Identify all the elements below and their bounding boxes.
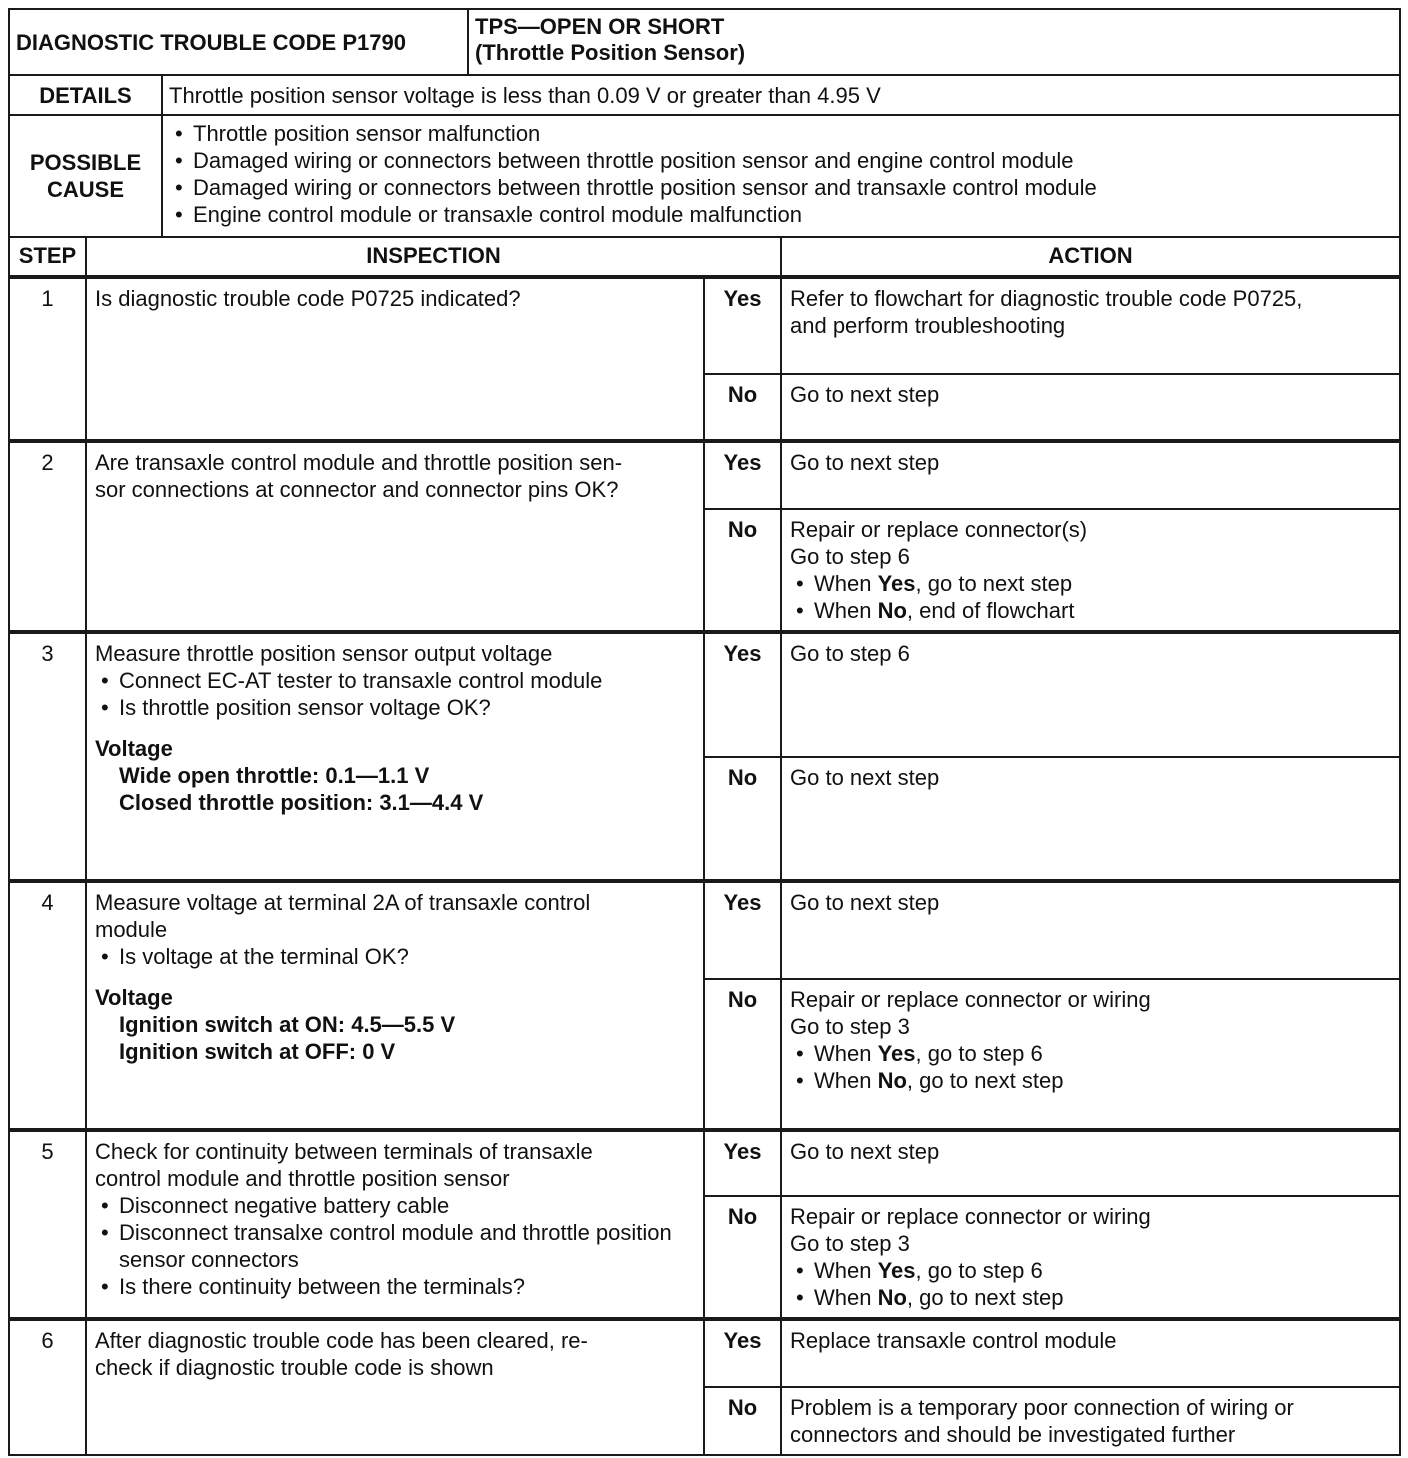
action-text: Go to next step: [790, 450, 940, 475]
yes-action-cell: [781, 881, 1400, 979]
step-number: 4: [9, 881, 86, 1130]
yes-action-cell: [781, 441, 1400, 509]
inspection-bullet: • Is there continuity between the terminals?: [95, 1273, 695, 1300]
action-bullet: • When No, go to next step: [790, 1284, 1391, 1311]
inspection-text: Are transaxle control module and throttle position sen-: [95, 450, 623, 475]
action-text: Go to step 3: [790, 1014, 910, 1039]
inspection-cell: [86, 441, 704, 632]
no-action-cell: [781, 374, 1400, 441]
inspection-cell: [86, 277, 704, 441]
inspection-cell: [86, 881, 704, 1130]
step-number: 2: [9, 441, 86, 632]
cause-item: • Damaged wiring or connectors between throttle position sensor and transaxle control module: [169, 174, 1393, 201]
no-action-cell: [781, 1387, 1400, 1455]
possible-cause-list: [169, 120, 1393, 228]
step-number: 1: [9, 277, 86, 441]
yes-label: Yes: [704, 1130, 781, 1196]
cause-item: • Engine control module or transaxle control module malfunction: [169, 201, 1393, 228]
action-bullets: [790, 1040, 1391, 1094]
dtc-code-label: DIAGNOSTIC TROUBLE CODE P1790: [16, 29, 406, 55]
yes-action-cell: [781, 1319, 1400, 1387]
inspection-column-header: INSPECTION: [86, 237, 781, 277]
inspection-text: Measure voltage at terminal 2A of transaxle control: [95, 890, 591, 915]
yes-label: Yes: [704, 881, 781, 979]
inspection-bullets: [95, 943, 695, 970]
inspection-text: Measure throttle position sensor output voltage: [95, 641, 553, 666]
action-text: Go to next step: [790, 1139, 940, 1164]
no-action-cell: [781, 509, 1400, 632]
inspection-cell: [86, 1319, 704, 1455]
action-text: Go to step 6: [790, 641, 910, 666]
no-label: No: [704, 1196, 781, 1319]
inspection-bullets: [95, 667, 695, 721]
dtc-title-line2: (Throttle Position Sensor): [475, 40, 746, 65]
dtc-code-cell: [9, 9, 468, 75]
details-text-cell: [162, 75, 1400, 115]
no-action-cell: [781, 979, 1400, 1130]
inspection-bullets: [95, 1192, 695, 1300]
action-text: Go to next step: [790, 890, 940, 915]
action-text: Go to next step: [790, 765, 940, 790]
step-row: [9, 632, 1400, 757]
inspection-text: sor connections at connector and connector pins OK?: [95, 477, 619, 502]
spec-line: Wide open throttle: 0.1—1.1 V: [119, 763, 430, 788]
no-action-cell: [781, 1196, 1400, 1319]
details-text: Throttle position sensor voltage is less than 0.09 V or greater than 4.95 V: [169, 82, 881, 108]
action-bullet: • When No, end of flowchart: [790, 597, 1391, 624]
steps-table: [8, 236, 1401, 1456]
spec-line: Ignition switch at OFF: 0 V: [119, 1039, 396, 1064]
action-text: Repair or replace connector(s): [790, 517, 1088, 542]
action-text: connectors and should be investigated further: [790, 1422, 1236, 1447]
inspection-cell: [86, 1130, 704, 1319]
step-row: [9, 1319, 1400, 1387]
dtc-header-table: [8, 8, 1401, 238]
action-text: and perform troubleshooting: [790, 313, 1066, 338]
details-label-cell: [9, 75, 162, 115]
no-label: No: [704, 757, 781, 881]
inspection-text: module: [95, 917, 168, 942]
details-label: DETAILS: [39, 82, 132, 108]
spec-title: Voltage: [95, 985, 173, 1010]
possible-cause-label-cell: [9, 115, 162, 237]
dtc-title-cell: [468, 9, 1400, 75]
yes-label: Yes: [704, 441, 781, 509]
cause-item: • Damaged wiring or connectors between throttle position sensor and engine control module: [169, 147, 1393, 174]
possible-cause-label-line2: CAUSE: [46, 177, 124, 202]
action-bullet: • When No, go to next step: [790, 1067, 1391, 1094]
action-text: Refer to flowchart for diagnostic trouble code P0725,: [790, 286, 1303, 311]
action-text: Go to step 6: [790, 544, 910, 569]
step-number: 6: [9, 1319, 86, 1455]
yes-action-cell: [781, 277, 1400, 374]
voltage-spec: [95, 984, 695, 1065]
inspection-text: Is diagnostic trouble code P0725 indicated?: [95, 286, 521, 311]
yes-label: Yes: [704, 277, 781, 374]
inspection-bullet: • Connect EC-AT tester to transaxle control module: [95, 667, 695, 694]
voltage-spec: [95, 735, 695, 816]
step-number: 5: [9, 1130, 86, 1319]
spec-line: Ignition switch at ON: 4.5—5.5 V: [119, 1012, 456, 1037]
action-column-header: ACTION: [781, 237, 1400, 277]
yes-action-cell: [781, 632, 1400, 757]
action-text: Repair or replace connector or wiring: [790, 1204, 1151, 1229]
spec-line: Closed throttle position: 3.1—4.4 V: [119, 790, 484, 815]
inspection-cell: [86, 632, 704, 881]
action-text: Problem is a temporary poor connection of wiring or: [790, 1395, 1294, 1420]
no-label: No: [704, 979, 781, 1130]
step-column-header: STEP: [9, 237, 86, 277]
inspection-text: After diagnostic trouble code has been cleared, re-: [95, 1328, 588, 1353]
no-label: No: [704, 374, 781, 441]
cause-item: • Throttle position sensor malfunction: [169, 120, 1393, 147]
inspection-bullet: • Is voltage at the terminal OK?: [95, 943, 695, 970]
no-label: No: [704, 1387, 781, 1455]
dtc-title-line1: TPS—OPEN OR SHORT: [475, 14, 725, 39]
step-row: [9, 441, 1400, 509]
no-label: No: [704, 509, 781, 632]
column-header-row: [9, 237, 1400, 277]
possible-cause-list-cell: [162, 115, 1400, 237]
inspection-bullet: • Disconnect negative battery cable: [95, 1192, 695, 1219]
no-action-cell: [781, 757, 1400, 881]
spec-title: Voltage: [95, 736, 173, 761]
action-bullets: [790, 570, 1391, 624]
step-row: [9, 1130, 1400, 1196]
inspection-text: control module and throttle position sensor: [95, 1166, 510, 1191]
action-text: Repair or replace connector or wiring: [790, 987, 1151, 1012]
action-text: Replace transaxle control module: [790, 1328, 1117, 1353]
action-bullet: • When Yes, go to step 6: [790, 1040, 1391, 1067]
action-bullets: [790, 1257, 1391, 1311]
action-bullet: • When Yes, go to step 6: [790, 1257, 1391, 1284]
inspection-text: Check for continuity between terminals of transaxle: [95, 1139, 593, 1164]
inspection-text: check if diagnostic trouble code is shown: [95, 1355, 494, 1380]
step-number: 3: [9, 632, 86, 881]
yes-label: Yes: [704, 632, 781, 757]
inspection-bullet: • Is throttle position sensor voltage OK?: [95, 694, 695, 721]
inspection-bullet: • Disconnect transalxe control module and throttle position sensor connectors: [95, 1219, 695, 1273]
action-text: Go to step 3: [790, 1231, 910, 1256]
yes-action-cell: [781, 1130, 1400, 1196]
action-bullet: • When Yes, go to next step: [790, 570, 1391, 597]
step-row: [9, 277, 1400, 374]
action-text: Go to next step: [790, 382, 940, 407]
possible-cause-label-line1: POSSIBLE: [29, 150, 142, 175]
step-row: [9, 881, 1400, 979]
yes-label: Yes: [704, 1319, 781, 1387]
